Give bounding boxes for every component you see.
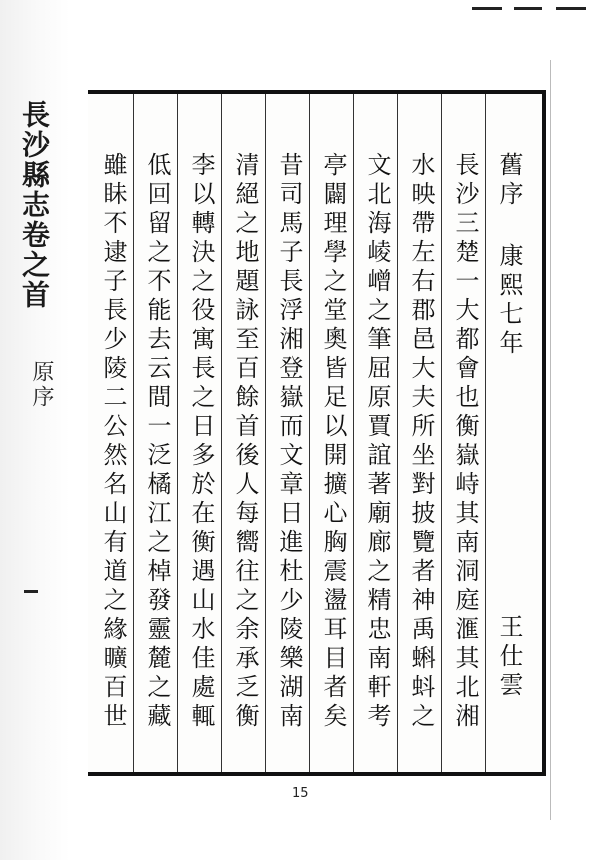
text-column-1: 舊序 康熙七年	[495, 152, 523, 359]
column-rule	[485, 94, 486, 772]
text-column-9: 低回留之不能去云間一泛橘江之棹發靈麓之藏	[143, 152, 171, 732]
text-column-5: 亭闢理學之堂奧皆足以開擴心胸震盪耳目者矣	[319, 152, 347, 732]
text-column-6: 昔司馬子長浮湘登嶽而文章日進杜少陵樂湖南	[275, 152, 303, 732]
top-edge-mark-3	[556, 7, 586, 10]
column-rule	[397, 94, 398, 772]
column-rule	[265, 94, 266, 772]
page-edge	[550, 60, 571, 820]
column-rule	[309, 94, 310, 772]
top-edge-mark-2	[514, 7, 542, 10]
spine-title: 長沙縣志卷之首	[18, 100, 51, 310]
text-column-8: 李以轉決之役寓長之日多於在衡遇山水佳處輒	[187, 152, 215, 732]
text-column-2: 長沙三楚一大都會也衡嶽峙其南洞庭滙其北湘	[451, 152, 479, 732]
text-column-3: 水映帶左右郡邑大夫所坐對披覽者神禹蝌蚪之	[407, 152, 435, 732]
text-column-4: 文北海崚嶒之筆屈原賈誼著廟廊之精忠南軒考	[363, 152, 391, 732]
column-rule	[177, 94, 178, 772]
top-edge-mark-1	[472, 7, 502, 10]
page-number: 15	[292, 786, 309, 801]
spine-dash	[24, 590, 38, 593]
spine-section: 原序	[29, 360, 54, 410]
text-column-7: 清絕之地題詠至百餘首後人每嚮往之余承乏衡	[231, 152, 259, 732]
column-rule	[133, 94, 134, 772]
text-block	[88, 90, 546, 776]
book-spine	[0, 0, 70, 860]
author-name: 王仕雲	[495, 614, 523, 701]
text-column-10: 雖眛不逮子長少陵二公然名山有道之緣曠百世	[99, 152, 127, 732]
column-rule	[353, 94, 354, 772]
column-rule	[221, 94, 222, 772]
column-rule	[441, 94, 442, 772]
